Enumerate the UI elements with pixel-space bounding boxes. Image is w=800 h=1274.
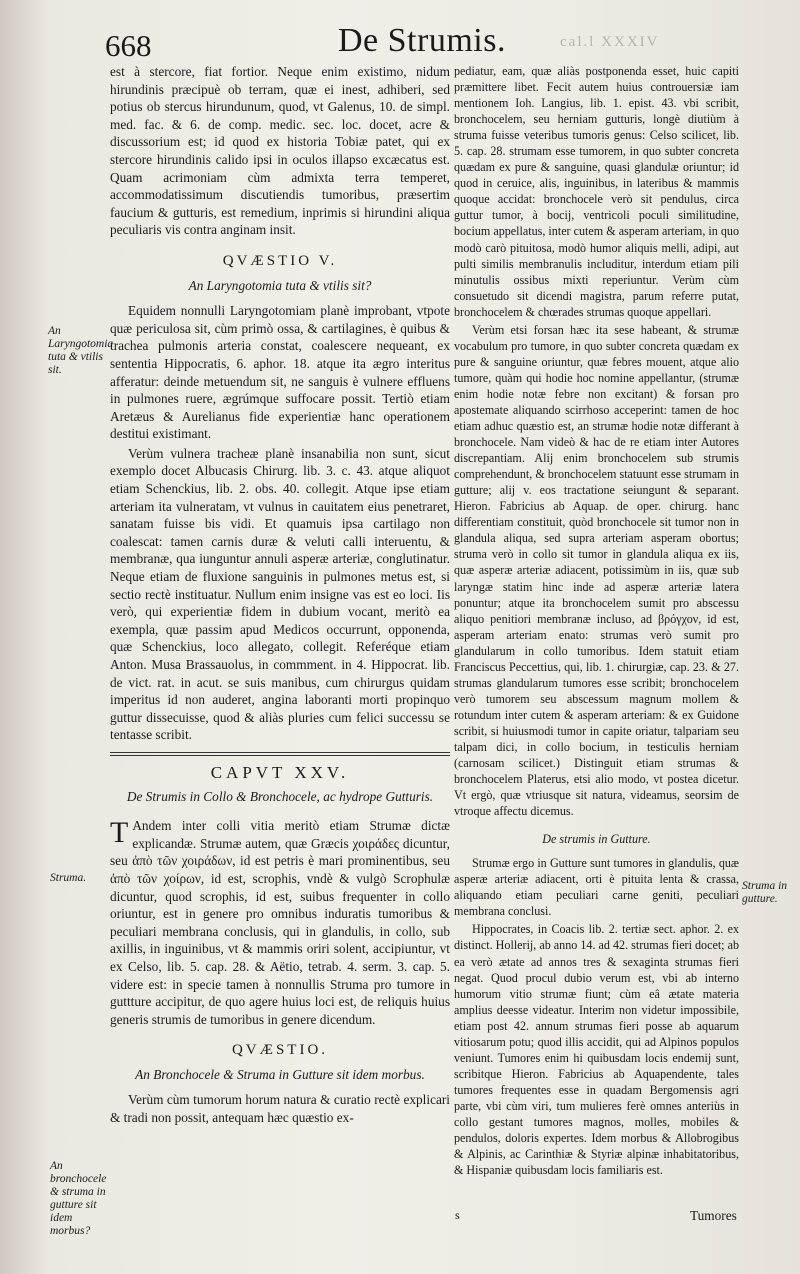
chapter-heading: CAPVT XXV. — [210, 762, 350, 782]
margin-note-bronchocele: An bronchocele & struma in gutture sit idem morbus? — [50, 1160, 107, 1237]
section-heading: De strumis in Gutture. — [542, 832, 651, 847]
page-number: 668 — [105, 28, 152, 63]
right-paragraph-4: Hippocrates, in Coacis lib. 2. tertiæ sect. aphor. 2. ex distinct. Hollerij, ab anno 14. ad 42. strumas fieri docet; ab ea verò ætate ad annos tres & sexaginta strumas fieri negat. Quod procul dubio verum est, vbi ab interno humorum vitio strumæ fiunt; cùm eâ ætate materia amplius deesse videatur. Interim non videtur impossibile, etiam post 42. annum strumas fieri posse ab aquarum vitiosarum potu; quod illis accidit, qui ad Alpinos populos veniunt. Tumores enim hi quibusdam locis endemij sunt, scribitque Hieron. Fabricius ab Aquapendente, tales tumores frequentes esse in quadam Bergomensis agri parte, vbi cùm viri, tum mulieres ferè omnes anteriùs in collo gestant tumores magnos, molles, mobiles & pendulos, doloris expertes. Idem morbus & Allobrogibus & Alpinis, ac Carinthiæ & Styriæ alpinæ inhabitatoribus, & Hispaniæ quibusdam locis familiaris est. — [454, 922, 739, 1178]
chapter-title: De Strumis in Collo & Bronchocele, ac hydrope Gutturis. — [126, 788, 434, 804]
running-title: De Strumis. — [338, 22, 506, 59]
quaestio-title: An Bronchocele & Struma in Gutture sit idem morbus. — [135, 1066, 425, 1082]
bleed-through-text: cal.l XXXIV — [560, 34, 660, 50]
chapter-paragraph-1-text: Andem inter colli vitia meritò etiam Strumæ dictæ explicandæ. Strumæ autem, quæ Græcis χοιράδες dicuntur, seu ἀπὸ τῶν χοιράδων, id est petris è mari prominentibus, seu ἀπὸ τῶν χοίρων, id est, scrophis, vndè & vulgò Scrophulæ dicuntur, quod scrophis, id est, suibus frequenter in collo oriuntur, est in genere pro omnibus induratis tumoribus & peculiari membrana conclusis, qui in glandulis, in collo, sub axillis, in inguinibus, vt & mammis oriri solent, accipiuntur, vt ex Celso, lib. 5. cap. 28. & Aëtio, tetrab. 4. serm. 3. cap. 5. videre est: in specie tamen à nonnullis Struma pro tumore in guttture accipitur, de quo agere huius loci est, de reliquis huius generis strumis de tumoribus in genere dicendum. — [110, 818, 450, 1027]
margin-note-laryngotomia: An Laryngotomia tuta & vtilis sit. — [48, 325, 114, 376]
right-paragraph-2: Verùm etsi forsan hæc ita sese habeant, & strumæ vocabulum pro tumore, in quo subter concreta quædam ex pure & sanguine oriuntur, quæ febres mouent, atque alio tumore, quàm qui hodie hoc nomine appellantur, (strumæ enim hodie notæ febre non excitant) & forsan pro apostemate aliquando scirrhoso acceperint: tamen de hoc etiam adhuc quæstio est, an strumæ hodie notæ differant à bronchocele. Nam videò & hac de re etiam inter Autores discrepantiam. Alij enim bronchocelem sub strumis comprehendunt, & bronchocelem statuunt esse strumam in gutture; alij v. eos tractatione seiungunt & separant. Hieron. Fabricius ab Aquap. de oper. chirurg. hanc differentiam constituit, quòd bronchocele sit tumor non in glandula aliqua, sed supra arteriam asperam obortus; struma verò in collo sit tumor in glandula aliqua ex iis, quæ asperæ arteriæ adiacent, potissimùm in iis, quæ sub laryngæ statim hinc inde ad asperæ arteriæ latera ponuntur; atque ita bronchocelem sumit pro abscessu aliquo penitiori membranæ incluso, ad βρόγχον, id est, asperam arteriam enato: strumas verò sumit pro glandularum in collo tumoribus. Idem statuit etiam Franciscus Peccettius, qui, lib. 1. chirurgiæ, cap. 23. & 27. strumas glandularum tumores esse scribit; bronchocelem verò tumorem seu abscessum magnum mollem & rotundum inter cutem & asperam arteriam: & ex Guidone scribit, si huiusmodi tumor in capite oriatur, talpariam seu talpam dici, in collo bocium, in testiculis herniam (carnosam scilicet.) Distinguit etiam strumas & bronchocelem Platerus, etsi alio modo, vt postea dicetur. Vt ergò, quæ vtriusque sit natura, videamus, seorsim de vtroque affectu dicemus. — [454, 322, 739, 819]
quaestio-paragraph-1: Verùm cùm tumorum horum natura & curatio rectè explicari & tradi non possit, antequam hæc quæstio ex- — [110, 1092, 450, 1126]
quaestio-v-paragraph-1: Equidem nonnulli Laryngotomiam planè improbant, vtpote quæ periculosa sit, cùm primò ossa, & cartilagines, è quibus & trachea pulmonis arteria constat, coalescere nequeant, ex sententia Hippocratis, 6. aphor. 18. atque ita ægro interitus afferatur: deinde metuendum sit, ne sanguis è vulnere effluens in pulmones ruere, ægrúmque suffocare possit. Tertiò etiam Aretæus & Aurelianus fide experientiæ hanc operationem destitui existimant. — [110, 303, 450, 442]
quaestio-v-heading: QVÆSTIO V. — [222, 252, 338, 269]
chapter-paragraph-1 — [110, 817, 450, 1028]
section-divider — [110, 752, 450, 756]
margin-note-struma: Struma. — [50, 872, 87, 884]
quaestio-v-title: An Laryngotomia tuta & vtilis sit? — [188, 277, 372, 293]
quaestio-v-paragraph-2: Verùm vulnera tracheæ planè insanabilia non sunt, sicut exemplo docet Albucasis Chirurg. lib. 3. c. 43. atque aliquot etiam Schenckius, lib. 2. obs. 40. collegit. Atque ipse etiam arteriam ita vulneratam, vt vulnus in cauitatem eius penetraret, sanatam fuisse bis vidi. Et quamuis ipsa cartilago non coalescat: tamen carnis duræ & veluti calli interuentu, & membranæ, qua iunguntur annuli asperæ arteriæ, conglutinatur. Neque etiam de fluxione sanguinis in pulmones metus est, si sectio rectè instituatur. Nullum enim insigne vas est eo loci. Iis verò, qui experientiæ fidem in dubium vocant, meritò ea exempla, quæ passim apud Medicos occurrunt, opponenda, quæ Schenckius, loco allegato, collegit. Referéque etiam Anton. Musa Brassauolus, in commment. in 4. Hippocrat. lib. de vict. rat. in acut. se suis manibus, cum chirurgus quidam imperitus id non auderet, angina laboranti morti propinquo guttur dissecuisse, quod & aliàs pluries cum felici successu se tentasse scribit. — [110, 445, 450, 743]
right-column — [454, 63, 739, 1180]
right-paragraph-1: pediatur, eam, quæ aliàs postponenda esset, huic capiti præmittere libet. Fecit autem huius controuersiæ iam mentionem Ioh. Langius, lib. 1. epist. 43. vbi scribit, bronchocelem, seu herniam gutturis, longè diutiùm à struma fuisse veteribus tumoris genus: Celso scilicet, lib. 5. cap. 28. strumam esse tumorem, in quo subter concreta quædam ex pure & sanguine, quasi glandulæ oriuntur; id quod in ceruice, alis, inguinibus, in lateribus & mammis quoque accidat: bronchocele verò sit pendulus, circa guttur tumor, à bocij, ventricoli poculi similitudine, bocium appellatus, inter cutem & asperam arteriam, in quo modò carò pituitosa, modò humor aliquis melli, adipi, aut pulti similis membranulis includitur, interdum etiam pili minutulis ossibus mixti reperiuntur. Verùm cùm consuetudo sit dicendi magistra, parum referre putat, bronchocelem & chœrades strumas quoque appellari. — [454, 64, 739, 319]
right-paragraph-3: Strumæ ergo in Gutture sunt tumores in glandulis, quæ asperæ arteriæ adiacent, orti è pituita lenta & crassa, aliquando etiam peculiari carne geniti, peculiari membrana conclusi. — [454, 856, 739, 919]
quaestio-heading: QVÆSTIO. — [231, 1042, 329, 1059]
catchword: Tumores — [690, 1208, 737, 1223]
opening-paragraph: est à stercore, fiat fortior. Neque enim existimo, nidum hirundinis præcipuè ob terram, quæ ei inest, adhiberi, sed potius ob stercus hirundunum, quod, vt Galenus, 10. de simpl. med. fac. & 6. de comp. medic. sec. loc. docet, acre & discussorium est; id quod ex historia Tobiæ patet, qui ex stercore hirundinis calido ipsi in oculos illapso excæcatus est. Quam acrimoniam cùm admixta terra temperet, accommodatissimum discutiendis tumoribus, præsertim faucium & gutturis, est remedium, inprimis si hirundini aliqua peculiaris vis contra anginam insit. — [110, 64, 450, 238]
signature-mark: s — [455, 1208, 460, 1222]
margin-note-struma-in-gutture: Struma in gutture. — [742, 880, 788, 905]
drop-cap: T — [110, 816, 129, 850]
left-column — [110, 63, 450, 1129]
